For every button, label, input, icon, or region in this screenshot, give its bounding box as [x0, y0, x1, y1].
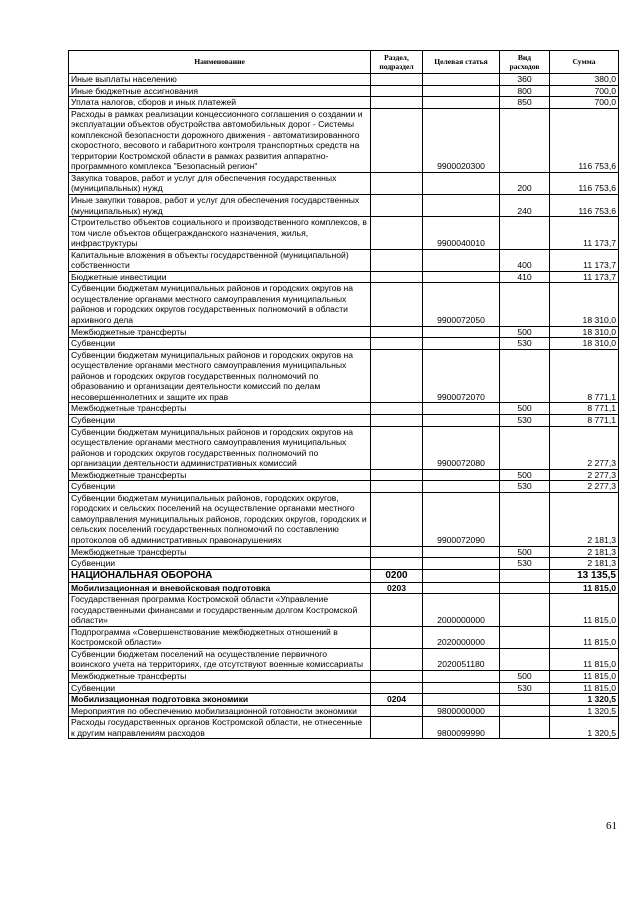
cell-section: [371, 217, 423, 250]
header-type: Вид расходов: [500, 51, 550, 74]
cell-section: [371, 108, 423, 172]
cell-name: Иные бюджетные ассигнования: [69, 85, 371, 97]
cell-target: [423, 271, 500, 283]
cell-type: 500: [500, 546, 550, 558]
cell-sum: 2 277,3: [550, 426, 619, 469]
cell-type: 500: [500, 469, 550, 481]
cell-target: [423, 403, 500, 415]
cell-target: [423, 85, 500, 97]
cell-type: 240: [500, 195, 550, 217]
cell-type: [500, 283, 550, 326]
cell-name: Субвенции: [69, 481, 371, 493]
cell-sum: 11 173,7: [550, 271, 619, 283]
table-row: [69, 648, 619, 670]
cell-section: [371, 481, 423, 493]
cell-name: Мероприятия по обеспечению мобилизационной готовности экономики: [69, 705, 371, 717]
cell-sum: 11 173,7: [550, 249, 619, 271]
cell-name: Межбюджетные трансферты: [69, 469, 371, 481]
table-header-row: [69, 51, 619, 74]
cell-sum: 700,0: [550, 97, 619, 109]
table-row: [69, 492, 619, 546]
cell-type: 360: [500, 74, 550, 86]
cell-sum: 116 753,6: [550, 108, 619, 172]
cell-sum: 2 277,3: [550, 481, 619, 493]
table-row: [69, 217, 619, 250]
cell-sum: 11 173,7: [550, 217, 619, 250]
cell-section: [371, 249, 423, 271]
cell-type: 800: [500, 85, 550, 97]
cell-target: [423, 172, 500, 194]
cell-section: [371, 492, 423, 546]
cell-section: [371, 172, 423, 194]
table-row: [69, 594, 619, 627]
cell-type: [500, 108, 550, 172]
cell-type: [500, 569, 550, 582]
cell-type: 200: [500, 172, 550, 194]
table-row: [69, 74, 619, 86]
cell-name: Иные выплаты населению: [69, 74, 371, 86]
cell-name: Государственная программа Костромской области «Управление государственными финансами и государственным долгом Костромской области»: [69, 594, 371, 627]
cell-name: Капитальные вложения в объекты государственной (муниципальной) собственности: [69, 249, 371, 271]
cell-target: 9900072070: [423, 349, 500, 403]
table-row: [69, 705, 619, 717]
table-row: [69, 338, 619, 350]
table-row: [69, 546, 619, 558]
cell-section: [371, 414, 423, 426]
cell-section: [371, 349, 423, 403]
cell-section: [371, 670, 423, 682]
cell-target: 2000000000: [423, 594, 500, 627]
cell-type: [500, 217, 550, 250]
cell-target: [423, 481, 500, 493]
table-row: [69, 694, 619, 706]
cell-sum: 116 753,6: [550, 195, 619, 217]
cell-sum: 11 815,0: [550, 594, 619, 627]
cell-type: [500, 582, 550, 594]
cell-type: 850: [500, 97, 550, 109]
cell-target: [423, 682, 500, 694]
cell-target: [423, 558, 500, 570]
cell-name: Субвенции: [69, 338, 371, 350]
cell-sum: 8 771,1: [550, 403, 619, 415]
table-row: [69, 195, 619, 217]
cell-section: [371, 594, 423, 627]
cell-type: [500, 349, 550, 403]
header-sum: Сумма: [550, 51, 619, 74]
cell-type: 410: [500, 271, 550, 283]
cell-name: Мобилизационная и вневойсковая подготовка: [69, 582, 371, 594]
cell-name: Субвенции бюджетам муниципальных районов и городских округов на осуществление органами местного самоуправления муниципальных районов и городских округов государственных полномочий по образованию и организации деятельности комиссий по делам несовершеннолетних и защите их прав: [69, 349, 371, 403]
table-row: [69, 682, 619, 694]
cell-section: 0204: [371, 694, 423, 706]
cell-section: 0203: [371, 582, 423, 594]
table-body: [69, 74, 619, 739]
cell-type: [500, 717, 550, 739]
cell-name: Подпрограмма «Совершенствование межбюджетных отношений в Костромской области»: [69, 626, 371, 648]
cell-sum: 1 320,5: [550, 694, 619, 706]
cell-name: Субвенции бюджетам муниципальных районов и городских округов на осуществление органами местного самоуправления муниципальных районов и городских округов государственных полномочий по организации деятельности административных комиссий: [69, 426, 371, 469]
cell-section: [371, 97, 423, 109]
cell-type: 530: [500, 338, 550, 350]
cell-type: 500: [500, 670, 550, 682]
cell-type: 530: [500, 682, 550, 694]
cell-name: Расходы государственных органов Костромской области, не отнесенные к другим направлениям расходов: [69, 717, 371, 739]
cell-type: [500, 694, 550, 706]
cell-target: [423, 582, 500, 594]
cell-name: Расходы в рамках реализации концессионного соглашения о создании и эксплуатации объектов обустройства автомобильных дорог - Системы комплексной безопасности дорожного движения - автоматизированного скоростного, весового и габаритного контроля транспортных средств на территории Костромской области в рамках развития аппаратно-программного комплекса "Безопасный регион": [69, 108, 371, 172]
cell-section: [371, 558, 423, 570]
table-row: [69, 717, 619, 739]
cell-sum: 11 815,0: [550, 670, 619, 682]
cell-sum: 2 277,3: [550, 469, 619, 481]
cell-section: [371, 283, 423, 326]
table-row: [69, 349, 619, 403]
cell-target: [423, 694, 500, 706]
cell-section: [371, 195, 423, 217]
cell-section: [371, 682, 423, 694]
cell-sum: 8 771,1: [550, 349, 619, 403]
cell-type: 400: [500, 249, 550, 271]
cell-target: [423, 414, 500, 426]
cell-target: 9900072050: [423, 283, 500, 326]
cell-sum: 11 815,0: [550, 648, 619, 670]
cell-section: [371, 403, 423, 415]
cell-name: Уплата налогов, сборов и иных платежей: [69, 97, 371, 109]
cell-section: [371, 74, 423, 86]
cell-target: 2020000000: [423, 626, 500, 648]
cell-target: [423, 338, 500, 350]
cell-sum: 380,0: [550, 74, 619, 86]
cell-section: [371, 546, 423, 558]
cell-sum: 18 310,0: [550, 283, 619, 326]
cell-sum: 18 310,0: [550, 338, 619, 350]
cell-name: Межбюджетные трансферты: [69, 326, 371, 338]
cell-section: [371, 705, 423, 717]
table-row: [69, 414, 619, 426]
table-row: [69, 426, 619, 469]
cell-name: Закупка товаров, работ и услуг для обеспечения государственных (муниципальных) нужд: [69, 172, 371, 194]
cell-type: 500: [500, 326, 550, 338]
cell-sum: 18 310,0: [550, 326, 619, 338]
cell-name: Бюджетные инвестиции: [69, 271, 371, 283]
cell-target: 2020051180: [423, 648, 500, 670]
cell-section: [371, 469, 423, 481]
cell-name: Межбюджетные трансферты: [69, 403, 371, 415]
cell-type: [500, 648, 550, 670]
cell-type: [500, 492, 550, 546]
cell-target: 9900040010: [423, 217, 500, 250]
cell-type: 530: [500, 481, 550, 493]
cell-target: [423, 74, 500, 86]
cell-target: 9800000000: [423, 705, 500, 717]
cell-sum: 1 320,5: [550, 705, 619, 717]
cell-sum: 13 135,5: [550, 569, 619, 582]
cell-sum: 8 771,1: [550, 414, 619, 426]
cell-sum: 11 815,0: [550, 582, 619, 594]
table-row: [69, 582, 619, 594]
cell-name: Строительство объектов социального и производственного комплексов, в том числе объектов общегражданского назначения, жилья, инфраструктуры: [69, 217, 371, 250]
cell-name: Межбюджетные трансферты: [69, 670, 371, 682]
cell-sum: 1 320,5: [550, 717, 619, 739]
cell-type: [500, 426, 550, 469]
cell-target: 9800099990: [423, 717, 500, 739]
cell-target: [423, 546, 500, 558]
table-row: [69, 626, 619, 648]
cell-sum: 11 815,0: [550, 626, 619, 648]
cell-section: [371, 626, 423, 648]
cell-section: [371, 326, 423, 338]
table-row: [69, 403, 619, 415]
table-row: [69, 481, 619, 493]
table-row: [69, 97, 619, 109]
cell-name: Субвенции: [69, 558, 371, 570]
cell-type: [500, 705, 550, 717]
cell-sum: 2 181,3: [550, 492, 619, 546]
cell-target: 9900072080: [423, 426, 500, 469]
table-row: [69, 569, 619, 582]
cell-section: [371, 717, 423, 739]
budget-table: [68, 50, 619, 739]
cell-target: [423, 326, 500, 338]
cell-target: 9900072090: [423, 492, 500, 546]
cell-name: Межбюджетные трансферты: [69, 546, 371, 558]
cell-target: [423, 569, 500, 582]
table-row: [69, 670, 619, 682]
table-row: [69, 558, 619, 570]
cell-type: [500, 626, 550, 648]
table-row: [69, 469, 619, 481]
table-row: [69, 283, 619, 326]
cell-target: [423, 249, 500, 271]
table-row: [69, 172, 619, 194]
cell-type: 500: [500, 403, 550, 415]
cell-name: Субвенции: [69, 682, 371, 694]
table-row: [69, 249, 619, 271]
cell-target: 9900020300: [423, 108, 500, 172]
cell-sum: 2 181,3: [550, 558, 619, 570]
cell-section: 0200: [371, 569, 423, 582]
cell-target: [423, 670, 500, 682]
cell-name: Субвенции бюджетам муниципальных районов, городских округов, городских и сельских поселений на осуществление органами местного самоуправления муниципальных районов, городских округов, городских и сельских поселений государственных полномочий по составлению протоколов об административных правонарушениях: [69, 492, 371, 546]
table-row: [69, 85, 619, 97]
cell-sum: 11 815,0: [550, 682, 619, 694]
cell-target: [423, 97, 500, 109]
table-row: [69, 108, 619, 172]
cell-name: Субвенции бюджетам муниципальных районов и городских округов на осуществление органами местного самоуправления муниципальных районов и городских округов государственных полномочий в области архивного дела: [69, 283, 371, 326]
header-name: Наименование: [69, 51, 371, 74]
cell-name: Мобилизационная подготовка экономики: [69, 694, 371, 706]
cell-section: [371, 85, 423, 97]
header-target: Целевая статья: [423, 51, 500, 74]
table-row: [69, 271, 619, 283]
cell-type: 530: [500, 558, 550, 570]
cell-section: [371, 426, 423, 469]
cell-sum: 116 753,6: [550, 172, 619, 194]
cell-target: [423, 469, 500, 481]
cell-section: [371, 648, 423, 670]
cell-target: [423, 195, 500, 217]
cell-name: Субвенции: [69, 414, 371, 426]
cell-section: [371, 271, 423, 283]
cell-type: 530: [500, 414, 550, 426]
cell-type: [500, 594, 550, 627]
cell-section: [371, 338, 423, 350]
cell-name: НАЦИОНАЛЬНАЯ ОБОРОНА: [69, 569, 371, 582]
cell-name: Субвенции бюджетам поселений на осуществление первичного воинского учета на территориях, где отсутствуют военные комиссариаты: [69, 648, 371, 670]
cell-sum: 700,0: [550, 85, 619, 97]
cell-sum: 2 181,3: [550, 546, 619, 558]
page-number: 61: [606, 820, 617, 832]
header-section: Раздел, подраздел: [371, 51, 423, 74]
cell-name: Иные закупки товаров, работ и услуг для обеспечения государственных (муниципальных) нужд: [69, 195, 371, 217]
table-row: [69, 326, 619, 338]
